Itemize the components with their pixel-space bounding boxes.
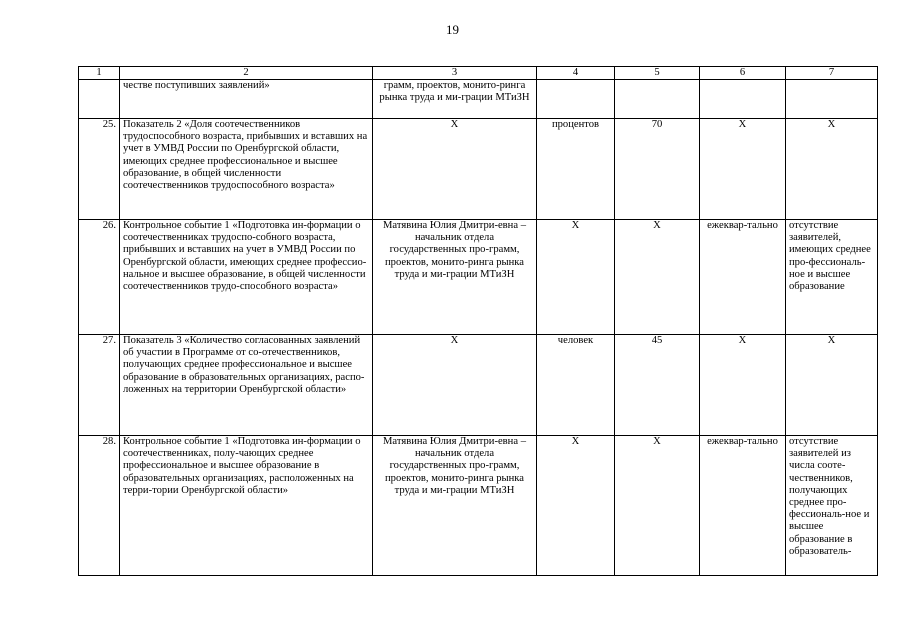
row-responsible: грамм, проектов, монито-ринга рынка труда и ми-грации МТиЗН [373, 80, 537, 119]
row-name: Контрольное событие 1 «Подготовка ин-формации о соотечественниках трудоспо-собного возраста, прибывших и вставших на учет в УМВД России по Оренбургской области, имеющих среднее профессио-нальное и высшее образование, в общей численности соотечественников трудо-способного возраста» [120, 220, 373, 335]
row-name: честве поступивших заявлений» [120, 80, 373, 119]
column-header: 7 [786, 67, 878, 80]
row-note: Х [786, 335, 878, 436]
row-unit: Х [537, 220, 615, 335]
row-note: отсутствие заявителей, имеющих среднее про-фессиональ-ное и высшее образование [786, 220, 878, 335]
page-number: 19 [446, 22, 459, 37]
row-name: Показатель 3 «Количество согласованных заявлений об участии в Программе от со-отечественников, получающих среднее профессиональное и высшее образование в образовательных организациях, распо-ложенных на территории Оренбургской области» [120, 335, 373, 436]
row-responsible: Матявина Юлия Дмитри-евна – начальник отдела государственных про-грамм, проектов, монито-ринга рынка труда и ми-грации МТиЗН [373, 220, 537, 335]
row-period: ежеквар-тально [700, 436, 786, 576]
row-responsible: Х [373, 335, 537, 436]
table-row [79, 119, 878, 220]
row-unit: Х [537, 436, 615, 576]
row-note: отсутствие заявителей из числа соотe-чественников, получающих среднее про-фессиональ-ное и высшее образование в образователь- [786, 436, 878, 576]
row-value: Х [615, 436, 700, 576]
row-value: Х [615, 220, 700, 335]
table-row [79, 220, 878, 335]
row-value: 70 [615, 119, 700, 220]
table-row-continuation [79, 80, 878, 119]
row-period: ежеквар-тально [700, 220, 786, 335]
row-value [615, 80, 700, 119]
column-header: 2 [120, 67, 373, 80]
row-number: 25. [79, 119, 120, 220]
header-row [79, 67, 878, 80]
row-value: 45 [615, 335, 700, 436]
row-name: Контрольное событие 1 «Подготовка ин-формации о соотечественниках, полу-чающих среднее профессиональное и высшее образование в образовательных организациях, расположенных на терри-тории Оренбургской области» [120, 436, 373, 576]
row-number: 26. [79, 220, 120, 335]
column-header: 1 [79, 67, 120, 80]
plan-table [78, 66, 878, 576]
row-period [700, 80, 786, 119]
row-responsible: Матявина Юлия Дмитри-евна – начальник отдела государственных про-грамм, проектов, монито-ринга рынка труда и ми-грации МТиЗН [373, 436, 537, 576]
column-header: 4 [537, 67, 615, 80]
row-period: Х [700, 119, 786, 220]
row-number: 27. [79, 335, 120, 436]
row-unit: человек [537, 335, 615, 436]
column-header: 6 [700, 67, 786, 80]
row-responsible: Х [373, 119, 537, 220]
row-note [786, 80, 878, 119]
table-row [79, 335, 878, 436]
column-header: 5 [615, 67, 700, 80]
row-unit [537, 80, 615, 119]
row-unit: процентов [537, 119, 615, 220]
row-number: 28. [79, 436, 120, 576]
table-row [79, 436, 878, 576]
row-name: Показатель 2 «Доля соотечественников трудоспособного возраста, прибывших и вставших на учет в УМВД России по Оренбургской области, имеющих среднее профессиональное и высшее образование, в общей численности соотечественников трудоспособного возраста» [120, 119, 373, 220]
row-note: Х [786, 119, 878, 220]
row-period: Х [700, 335, 786, 436]
row-number [79, 80, 120, 119]
column-header: 3 [373, 67, 537, 80]
